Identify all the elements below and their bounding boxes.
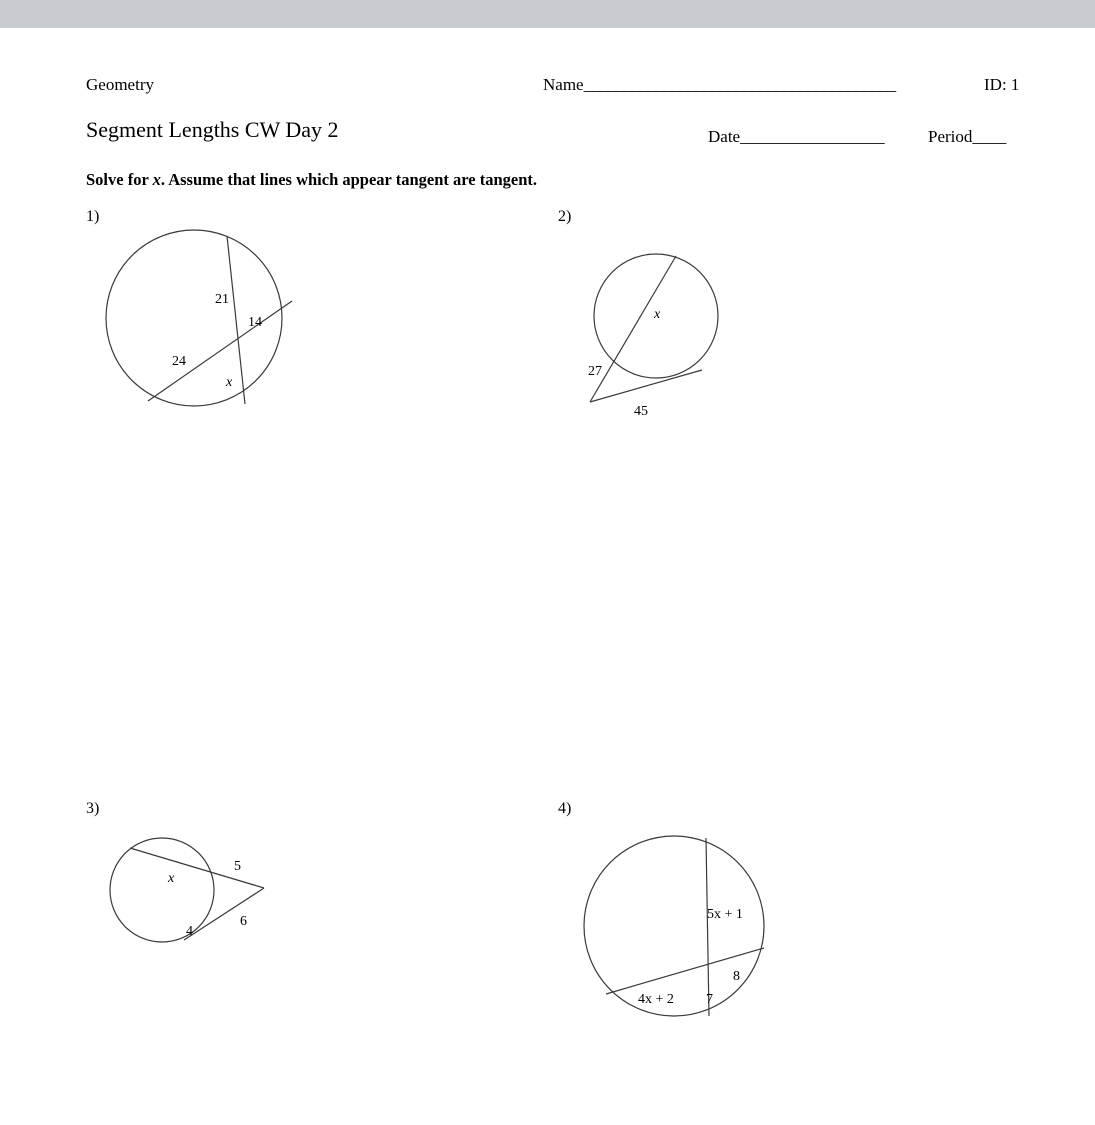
name-blank-rule: _______________________________________ xyxy=(583,75,896,94)
period-label: Period xyxy=(928,127,973,146)
name-label: Name xyxy=(543,75,584,94)
problem-3-label-6: 6 xyxy=(240,914,247,929)
problem-1-figure xyxy=(104,218,314,418)
worksheet-page xyxy=(0,28,1095,1125)
problem-4-label-8: 8 xyxy=(733,969,740,984)
problem-3-label-4: 4 xyxy=(186,924,193,939)
course-label: Geometry xyxy=(86,75,154,94)
period-field-row xyxy=(928,127,1006,147)
window-chrome-bar xyxy=(0,0,1095,28)
problem-1-label-x: x xyxy=(226,375,233,390)
directions-variable: x xyxy=(152,170,161,189)
directions-part-2: . Assume that lines which appear tangent are tangent. xyxy=(160,170,538,189)
problem-3-label-5: 5 xyxy=(234,859,241,874)
problem-2-label-x: x xyxy=(654,307,661,322)
problem-4-label-4x-plus-2: 4x + 2 xyxy=(638,992,674,1007)
problem-2-label-45: 45 xyxy=(634,404,648,419)
problem-1-label-21: 21 xyxy=(215,292,229,307)
problem-3-number: 3) xyxy=(86,800,100,817)
problem-4-number: 4) xyxy=(558,800,572,817)
date-field-row xyxy=(708,127,885,147)
problem-3-label-x: x xyxy=(168,871,175,886)
directions-part-1: Solve for xyxy=(86,170,153,189)
problem-2-number: 2) xyxy=(558,208,572,225)
problem-2-label-27: 27 xyxy=(588,364,602,379)
problem-1-label-24: 24 xyxy=(172,354,186,369)
problem-4-figure xyxy=(576,804,796,1034)
page-title: Segment Lengths CW Day 2 xyxy=(86,117,339,142)
problem-3-figure xyxy=(104,810,284,960)
problem-2-figure xyxy=(580,218,760,418)
problem-4-label-5x-plus-1: 5x + 1 xyxy=(707,907,743,922)
problem-4-label-7: 7 xyxy=(706,992,713,1007)
problem-1-label-14: 14 xyxy=(248,315,262,330)
date-label: Date xyxy=(708,127,741,146)
id-label: ID: 1 xyxy=(984,75,1020,94)
directions-text xyxy=(86,170,537,190)
name-field-row xyxy=(543,75,896,95)
problem-1-number: 1) xyxy=(86,208,100,225)
period-blank-rule: ____ xyxy=(972,127,1007,146)
date-blank-rule: _________________ xyxy=(740,127,885,146)
